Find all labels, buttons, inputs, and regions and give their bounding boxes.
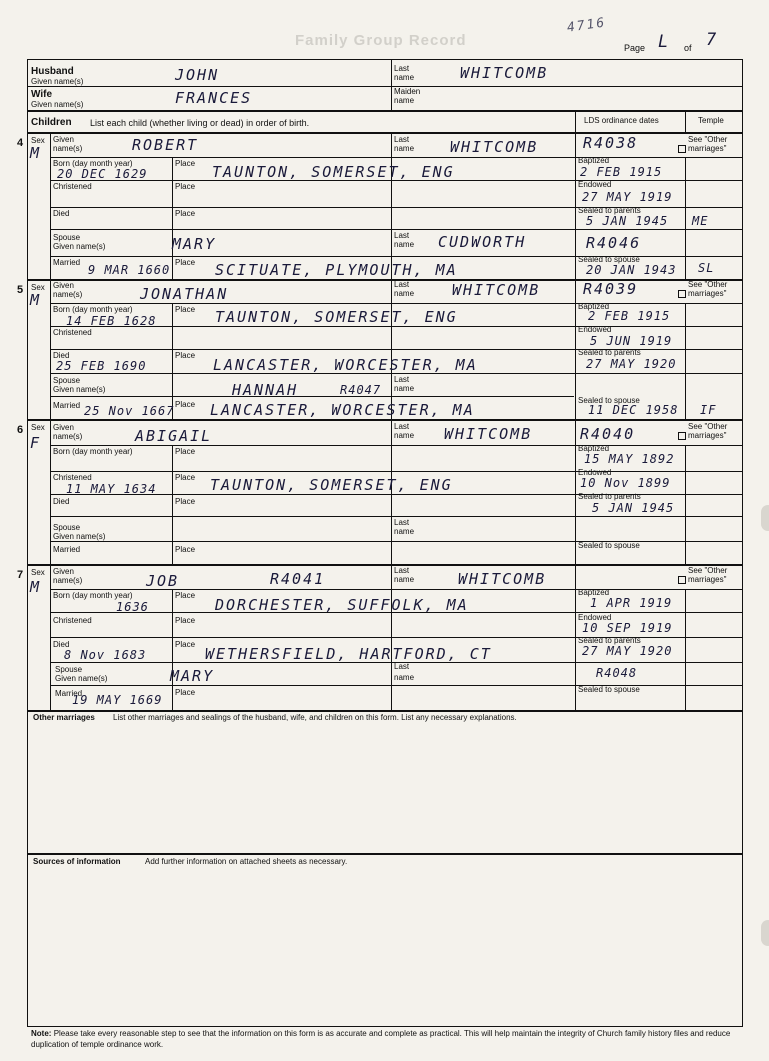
- children-1-died-place: LANCASTER, WORCESTER, MA: [213, 356, 478, 374]
- labels-married: Married: [53, 258, 81, 267]
- children-1-id: R4039: [583, 280, 639, 298]
- labels-see-other-b: marriages": [688, 431, 727, 441]
- children-2-chr-place: TAUNTON, SOMERSET, ENG: [210, 476, 453, 494]
- wife-given-label: Given name(s): [31, 100, 84, 109]
- other-marriages-checkbox[interactable]: [678, 145, 686, 153]
- labels-given-a: Given: [53, 423, 74, 432]
- labels-born: Born (day month year): [53, 591, 133, 600]
- sources-desc: Add further information on attached sheets as necessary.: [145, 857, 348, 866]
- children-2-endowed: 10 Nov 1899: [580, 476, 671, 490]
- children-0-temple-ss: SL: [698, 261, 715, 275]
- punch-hole: [761, 505, 769, 531]
- children-0-spouse-last: CUDWORTH: [438, 233, 527, 251]
- labels-endowed: Endowed: [578, 325, 612, 334]
- labels-married: Married: [53, 545, 81, 554]
- labels-last-b: name: [394, 431, 415, 440]
- labels-given: Given name(s): [53, 242, 106, 251]
- labels-last-b: name: [394, 144, 415, 153]
- children-1-sealed-spouse: 11 DEC 1958: [588, 403, 679, 417]
- rule-line: [172, 157, 173, 280]
- lds-dates-label: LDS ordinance dates: [584, 116, 659, 125]
- children-2-no: 6: [17, 424, 24, 436]
- labels-last-a: Last: [394, 231, 410, 240]
- children-3-spouse-given: MARY: [170, 667, 215, 685]
- children-2-sealed-parents: 5 JAN 1945: [592, 501, 675, 515]
- labels-born: Born (day month year): [53, 447, 133, 456]
- labels-given-b: name(s): [53, 290, 83, 299]
- labels-died: Died: [53, 209, 70, 218]
- rule-line: [685, 157, 686, 280]
- labels-last-b: name: [394, 384, 415, 393]
- rule-line: [172, 303, 173, 419]
- labels-baptized: Baptized: [578, 444, 610, 453]
- rule-line: [28, 710, 742, 712]
- labels-last-a: Last: [394, 422, 410, 431]
- sources-label: Sources of information: [33, 857, 121, 866]
- children-3-sex: M: [30, 578, 42, 596]
- labels-given-b: name(s): [53, 144, 83, 153]
- labels-died: Died: [53, 640, 70, 649]
- children-desc: List each child (whether living or dead) in order of birth.: [90, 118, 310, 128]
- labels-spouse: Spouse: [53, 523, 81, 532]
- page-label: Page: [624, 43, 646, 53]
- labels-baptized: Baptized: [578, 588, 610, 597]
- other-marriages-desc: List other marriages and sealings of the husband, wife, and children on this form. List any necessary explanations.: [113, 713, 517, 722]
- labels-see-other-a: See "Other: [688, 566, 728, 575]
- rule-line: [575, 420, 576, 564]
- rule-line: [28, 110, 742, 112]
- labels-last-a: Last: [394, 518, 410, 527]
- labels-see-other-b: marriages": [688, 575, 727, 585]
- children-1-married-place: LANCASTER, WORCESTER, MA: [210, 401, 475, 419]
- children-1-born: 14 FEB 1628: [66, 314, 157, 328]
- children-0-last: WHITCOMB: [450, 138, 539, 156]
- labels-see-other-a: See "Other: [688, 280, 728, 289]
- husband-label: Husband: [31, 66, 74, 77]
- labels-sealed-spouse: Sealed to spouse: [578, 541, 640, 550]
- labels-last-b: name: [394, 527, 415, 536]
- children-2-last: WHITCOMB: [444, 425, 533, 443]
- labels-last-a: Last: [394, 566, 410, 575]
- labels-see-other-b: marriages": [688, 144, 727, 154]
- children-1-no: 5: [17, 284, 24, 296]
- children-0-sex: M: [30, 144, 42, 162]
- labels-place: Place: [175, 473, 196, 482]
- children-1-sex: M: [30, 291, 42, 309]
- children-0-born: 20 DEC 1629: [57, 167, 148, 181]
- rule-line: [28, 853, 742, 855]
- children-0-id: R4038: [583, 134, 639, 152]
- labels-married: Married: [55, 689, 83, 698]
- labels-baptized: Baptized: [578, 156, 610, 165]
- husband-given-label: Given name(s): [31, 77, 84, 86]
- labels-place: Place: [175, 640, 196, 649]
- labels-endowed: Endowed: [578, 468, 612, 477]
- children-0-baptized: 2 FEB 1915: [580, 165, 663, 179]
- children-1-endowed: 5 JUN 1919: [590, 334, 673, 348]
- children-0-born-place: TAUNTON, SOMERSET, ENG: [212, 163, 455, 181]
- labels-last-a: Last: [394, 64, 410, 73]
- children-0-spouse-id: R4046: [586, 234, 642, 252]
- children-3-baptized: 1 APR 1919: [590, 596, 673, 610]
- children-3-spouse-id: R4048: [596, 666, 638, 680]
- other-marriages-checkbox[interactable]: [678, 290, 686, 298]
- rule-line: [50, 612, 742, 613]
- children-3-last: WHITCOMB: [458, 570, 547, 588]
- of-label: of: [684, 43, 692, 53]
- rule-line: [685, 303, 686, 419]
- children-3-died-place: WETHERSFIELD, HARTFORD, CT: [205, 645, 492, 663]
- rule-line: [50, 373, 742, 374]
- labels-sex: Sex: [31, 283, 45, 292]
- page-total: 7: [706, 30, 719, 50]
- children-0-sealed-parents: 5 JAN 1945: [586, 214, 669, 228]
- rule-line: [50, 471, 742, 472]
- labels-place: Place: [175, 258, 196, 267]
- rule-line: [50, 326, 742, 327]
- labels-born: Born (day month year): [53, 159, 133, 168]
- husband-last: WHITCOMB: [460, 64, 549, 82]
- rule-line: [28, 86, 742, 87]
- children-3-given: JOB: [146, 572, 180, 590]
- rule-line: [50, 516, 742, 517]
- page-number: L: [658, 32, 671, 52]
- labels-last-b: name: [394, 289, 415, 298]
- children-1-married: 25 Nov 1667: [84, 404, 175, 418]
- labels-place: Place: [175, 400, 196, 409]
- children-1-baptized: 2 FEB 1915: [588, 309, 671, 323]
- temple-label: Temple: [698, 116, 724, 125]
- children-3-born-place: DORCHESTER, SUFFOLK, MA: [215, 596, 469, 614]
- children-3-id: R4041: [270, 570, 326, 588]
- labels-see-other-a: See "Other: [688, 135, 728, 144]
- labels-last-a: Last: [394, 375, 410, 384]
- husband-given: JOHN: [175, 66, 220, 84]
- labels-maiden-b: name: [394, 96, 415, 105]
- children-2-given: ABIGAIL: [135, 427, 213, 445]
- labels-place: Place: [175, 351, 196, 360]
- labels-sealed-parents: Sealed to parents: [578, 636, 641, 645]
- rule-line: [50, 229, 742, 230]
- rule-line: [28, 419, 742, 421]
- children-3-endowed: 10 SEP 1919: [582, 621, 673, 635]
- children-1-died: 25 FEB 1690: [56, 359, 147, 373]
- children-0-sealed-spouse: 20 JAN 1943: [586, 263, 677, 277]
- labels-last-b: name: [394, 575, 415, 584]
- children-1-temple-ss: IF: [700, 403, 717, 417]
- labels-sealed-spouse: Sealed to spouse: [578, 685, 640, 694]
- labels-place: Place: [175, 209, 196, 218]
- labels-given-a: Given: [53, 281, 74, 290]
- labels-place: Place: [175, 497, 196, 506]
- labels-last-a: Last: [394, 135, 410, 144]
- rule-line: [50, 157, 742, 158]
- labels-christened: Christened: [53, 328, 92, 337]
- rule-line: [50, 180, 742, 181]
- labels-place: Place: [175, 591, 196, 600]
- labels-place: Place: [175, 447, 196, 456]
- labels-christened: Christened: [53, 182, 92, 191]
- rule-line: [685, 589, 686, 710]
- labels-last-a: Last: [394, 662, 410, 671]
- rule-line: [50, 420, 51, 564]
- children-3-sealed-parents: 27 MAY 1920: [582, 644, 673, 658]
- children-0-temple-sp: ME: [692, 214, 709, 228]
- rule-line: [685, 445, 686, 564]
- labels-place: Place: [175, 688, 196, 697]
- footer-note: [31, 1028, 743, 1050]
- labels-given: Given name(s): [53, 532, 106, 541]
- wife-given: FRANCES: [175, 89, 253, 107]
- labels-sealed-spouse: Sealed to spouse: [578, 396, 640, 405]
- children-0-endowed: 27 MAY 1919: [582, 190, 673, 204]
- labels-sealed-spouse: Sealed to spouse: [578, 255, 640, 264]
- labels-given-b: name(s): [53, 576, 83, 585]
- labels-christened: Christened: [53, 616, 92, 625]
- rule-line: [172, 589, 173, 710]
- children-2-baptized: 15 MAY 1892: [584, 452, 675, 466]
- labels-place: Place: [175, 182, 196, 191]
- labels-died: Died: [53, 497, 70, 506]
- labels-maiden-a: Maiden: [394, 87, 421, 96]
- labels-sealed-parents: Sealed to parents: [578, 492, 641, 501]
- children-1-sealed-parents: 27 MAY 1920: [586, 357, 677, 371]
- footer-note-label: Note:: [31, 1029, 52, 1038]
- footer-note: Please take every reasonable step to see that the information on this form is as accurate and complete as practical. This will help maintain the integrity of Church family history files and reduce duplication of temple ordinance work.: [31, 1029, 731, 1049]
- labels-given: Given name(s): [53, 385, 106, 394]
- children-1-spouse-id: R4047: [340, 383, 382, 397]
- children-0-married-place: SCITUATE, PLYMOUTH, MA: [215, 261, 458, 279]
- labels-place: Place: [175, 545, 196, 554]
- rule-line: [50, 445, 742, 446]
- labels-see-other-a: See "Other: [688, 422, 728, 431]
- labels-endowed: Endowed: [578, 180, 612, 189]
- labels-given: Given name(s): [55, 674, 108, 683]
- other-marriages-checkbox[interactable]: [678, 576, 686, 584]
- labels-given-a: Given: [53, 135, 74, 144]
- labels-last-b: name: [394, 240, 415, 249]
- ghost-form-title: Family Group Record: [295, 32, 467, 49]
- children-3-married: 19 MAY 1669: [72, 693, 163, 707]
- children-2-sex: F: [30, 434, 42, 452]
- rule-line: [575, 111, 576, 132]
- rule-line: [28, 564, 742, 566]
- labels-see-other-b: marriages": [688, 289, 727, 299]
- children-3-born: 1636: [116, 600, 149, 614]
- labels-sex: Sex: [31, 568, 45, 577]
- labels-married: Married: [53, 401, 81, 410]
- children-label: Children: [31, 117, 72, 128]
- labels-given-a: Given: [53, 567, 74, 576]
- labels-endowed: Endowed: [578, 613, 612, 622]
- labels-place: Place: [175, 616, 196, 625]
- labels-last-b: name: [394, 673, 415, 682]
- other-marriages-label: Other marriages: [33, 713, 95, 722]
- other-marriages-checkbox[interactable]: [678, 432, 686, 440]
- wife-label: Wife: [31, 89, 53, 100]
- labels-sealed-parents: Sealed to parents: [578, 206, 641, 215]
- children-3-no: 7: [17, 569, 24, 581]
- children-3-died: 8 Nov 1683: [64, 648, 147, 662]
- labels-sex: Sex: [31, 423, 45, 432]
- labels-sealed-parents: Sealed to parents: [578, 348, 641, 357]
- children-0-no: 4: [17, 137, 24, 149]
- labels-last-a: Last: [394, 280, 410, 289]
- labels-born: Born (day month year): [53, 305, 133, 314]
- children-1-spouse-given: HANNAH: [232, 381, 299, 399]
- rule-line: [685, 111, 686, 132]
- labels-spouse: Spouse: [53, 376, 81, 385]
- children-2-christened: 11 MAY 1634: [66, 482, 157, 496]
- children-1-last: WHITCOMB: [452, 281, 541, 299]
- corner-mark: 4716: [566, 15, 608, 36]
- labels-last-b: name: [394, 73, 415, 82]
- rule-line: [172, 445, 173, 564]
- labels-spouse: Spouse: [53, 233, 81, 242]
- labels-place: Place: [175, 305, 196, 314]
- children-0-married: 9 MAR 1660: [88, 263, 171, 277]
- labels-place: Place: [175, 159, 196, 168]
- children-0-given: ROBERT: [132, 136, 199, 154]
- children-1-born-place: TAUNTON, SOMERSET, ENG: [215, 308, 458, 326]
- labels-baptized: Baptized: [578, 302, 610, 311]
- labels-spouse: Spouse: [55, 665, 83, 674]
- rule-line: [50, 396, 574, 397]
- labels-christened: Christened: [53, 473, 92, 482]
- children-1-given: JONATHAN: [140, 285, 229, 303]
- labels-given-b: name(s): [53, 432, 83, 441]
- rule-line: [50, 589, 742, 590]
- children-0-spouse-given: MARY: [172, 235, 217, 253]
- labels-died: Died: [53, 351, 70, 360]
- labels-sex: Sex: [31, 136, 45, 145]
- children-2-id: R4040: [580, 425, 636, 443]
- punch-hole: [761, 920, 769, 946]
- rule-line: [50, 303, 742, 304]
